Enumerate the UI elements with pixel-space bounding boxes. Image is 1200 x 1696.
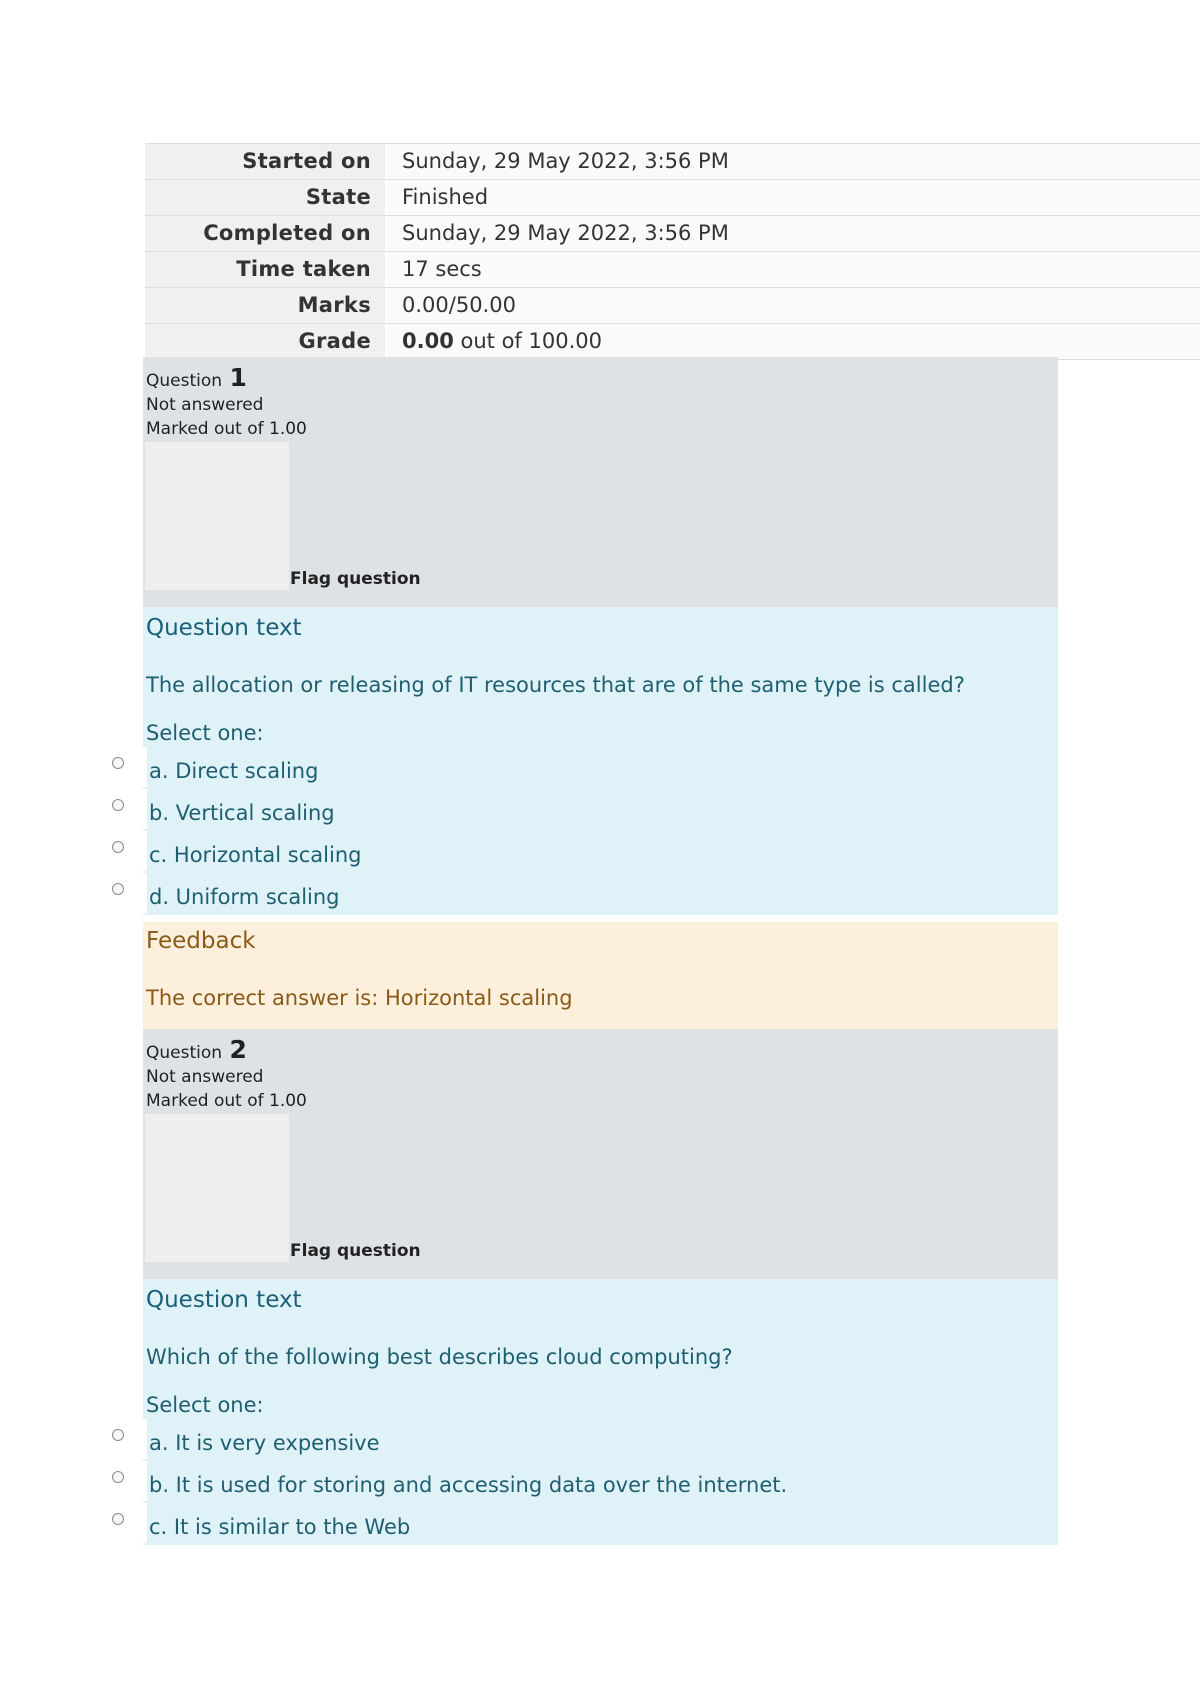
summary-value [388,324,1200,359]
summary-label: State [145,180,385,215]
question-text: The allocation or releasing of IT resources that are of the same type is called? [146,673,965,697]
question-text-heading: Question text [146,1287,302,1313]
summary-row-marks [145,287,1200,323]
radio-container [103,1419,147,1459]
question-1-info [143,357,1058,607]
summary-label: Marks [145,288,385,323]
question-text: Which of the following best describes cloud computing? [146,1345,733,1369]
answer-label[interactable]: d. Uniform scaling [149,885,340,909]
radio-container [103,747,147,787]
summary-value: Sunday, 29 May 2022, 3:56 PM [388,216,1200,251]
question-number-value: 1 [229,363,247,392]
question-number [146,1035,247,1064]
summary-label: Started on [145,144,385,179]
answer-label[interactable]: a. Direct scaling [149,759,319,783]
answer-label[interactable]: c. It is similar to the Web [149,1515,411,1539]
summary-label: Grade [145,324,385,359]
question-state: Not answered [146,395,264,415]
radio-button[interactable] [112,1513,124,1525]
radio-button[interactable] [112,1471,124,1483]
summary-row-completed [145,215,1200,251]
answer-option[interactable] [103,1461,803,1503]
attempt-summary-table [145,143,1200,360]
radio-container [103,1461,147,1501]
flag-icon[interactable] [145,442,289,590]
flag-question-link[interactable]: Flag question [290,1241,421,1261]
radio-container [103,1503,147,1543]
radio-button[interactable] [112,1429,124,1441]
question-2-formulation [143,1279,1058,1545]
summary-label: Time taken [145,252,385,287]
select-one-prompt: Select one: [146,1393,264,1417]
answer-option[interactable] [103,1419,803,1461]
radio-container [103,831,147,871]
question-1-formulation [143,607,1058,915]
answer-label[interactable]: a. It is very expensive [149,1431,380,1455]
summary-label: Completed on [145,216,385,251]
answer-label[interactable]: c. Horizontal scaling [149,843,362,867]
radio-button[interactable] [112,883,124,895]
grade-out-of: out of 100.00 [453,329,602,353]
answer-option[interactable] [103,873,803,915]
question-text-heading: Question text [146,615,302,641]
answer-option[interactable] [103,747,803,789]
question-state: Not answered [146,1067,264,1087]
summary-value: Finished [388,180,1200,215]
flag-icon[interactable] [145,1114,289,1262]
feedback-heading: Feedback [146,928,256,954]
radio-button[interactable] [112,799,124,811]
question-2-info [143,1029,1058,1279]
radio-button[interactable] [112,757,124,769]
question-number [146,363,247,392]
question-grade: Marked out of 1.00 [146,1091,307,1111]
radio-container [103,789,147,829]
answer-option[interactable] [103,831,803,873]
question-label: Question [146,1043,223,1063]
summary-value: Sunday, 29 May 2022, 3:56 PM [388,144,1200,179]
answer-label[interactable]: b. It is used for storing and accessing data over the internet. [149,1473,788,1497]
flag-question-link[interactable]: Flag question [290,569,421,589]
question-number-value: 2 [229,1035,247,1064]
summary-value: 0.00/50.00 [388,288,1200,323]
summary-row-time-taken [145,251,1200,287]
summary-row-started [145,143,1200,179]
grade-value: 0.00 [402,329,454,353]
question-label: Question [146,371,223,391]
radio-button[interactable] [112,841,124,853]
radio-container [103,873,147,913]
summary-row-state [145,179,1200,215]
correct-answer-text: The correct answer is: Horizontal scaling [146,986,573,1010]
summary-value: 17 secs [388,252,1200,287]
question-grade: Marked out of 1.00 [146,419,307,439]
question-1-feedback [143,922,1058,1029]
select-one-prompt: Select one: [146,721,264,745]
answer-option[interactable] [103,789,803,831]
summary-row-grade [145,323,1200,360]
answer-option[interactable] [103,1503,803,1545]
answer-label[interactable]: b. Vertical scaling [149,801,335,825]
